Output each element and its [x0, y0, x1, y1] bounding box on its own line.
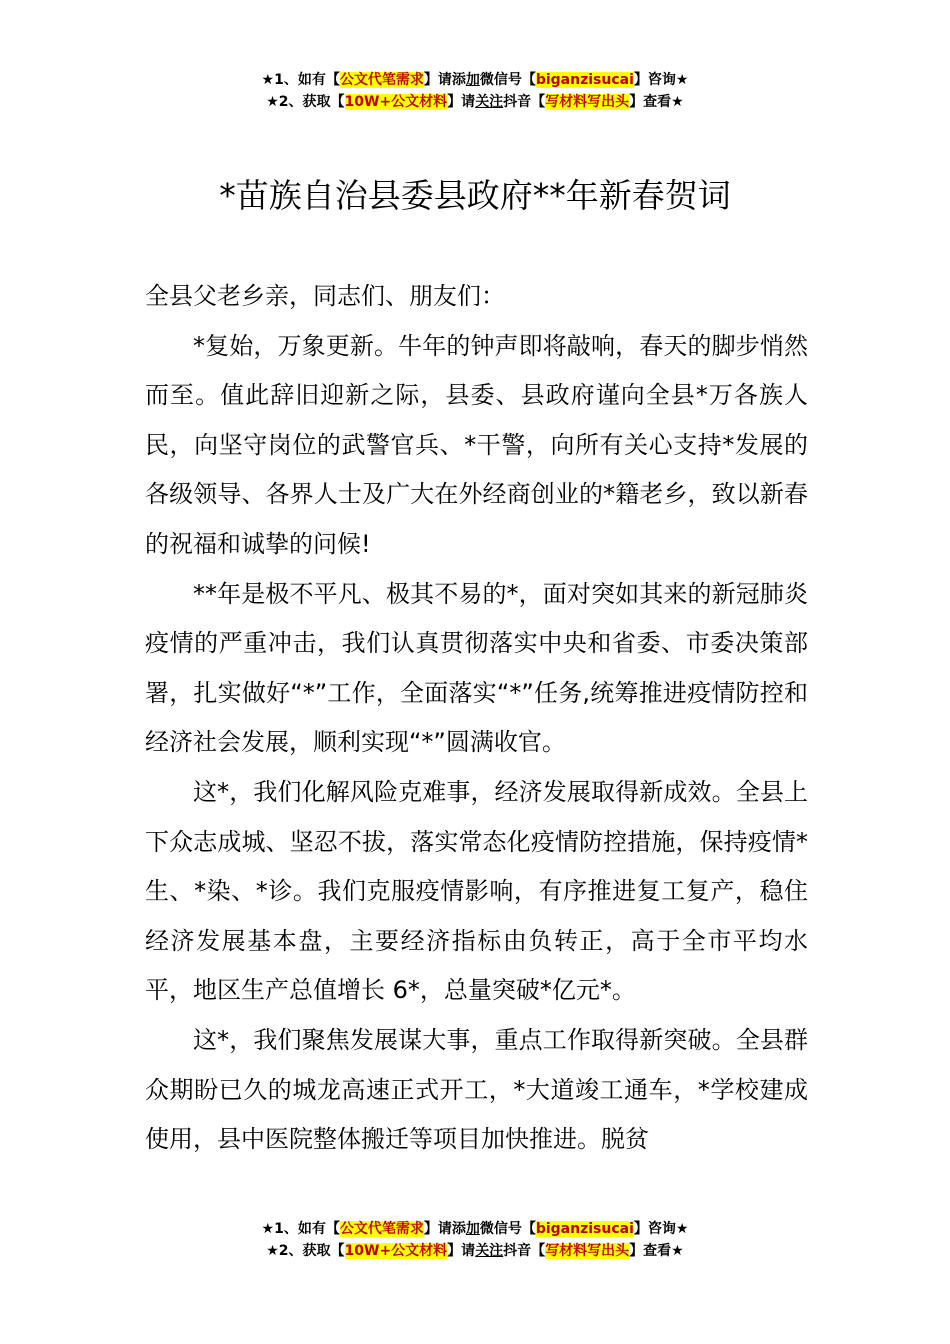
- banner-underline: 加: [465, 72, 480, 88]
- banner-underline: 关注: [475, 1243, 504, 1259]
- paragraph: 这*，我们化解风险克难事，经济发展取得新成效。全县上下众志成城、坚忍不拔，落实常态化疫情防控措施，保持疫情*生、*染、*诊。我们克服疫情影响，有序推进复工复产，稳住经济发展基本盘，主要经济指标由负转正，高于全市平均水平，地区生产总值增长 6*，总量突破*亿元*。: [145, 777, 808, 1005]
- banner-text: 】咨询★: [633, 1221, 689, 1237]
- banner-text: 】请添: [423, 1221, 466, 1237]
- document-body: [145, 272, 808, 1165]
- banner-text: 】查看★: [629, 94, 684, 110]
- header-banner: [0, 69, 950, 113]
- banner-text: 】请: [447, 94, 476, 110]
- banner-text: 】查看★: [629, 1243, 684, 1259]
- banner-text: ★2、获取【: [266, 1243, 345, 1259]
- banner-highlight: 10W+公文材料: [344, 1243, 448, 1259]
- paragraph: 这*，我们聚焦发展谋大事，重点工作取得新突破。全县群众期盼已久的城龙高速正式开工，*大道竣工通车，*学校建成使用，县中医院整体搬迁等项目加快推进。脱贫: [145, 1025, 808, 1154]
- paragraph: **年是极不平凡、极其不易的*，面对突如其来的新冠肺炎疫情的严重冲击，我们认真贯彻落实中央和省委、市委决策部署，扎实做好“*”工作，全面落实“*”任务,统筹推进疫情防控和经济社会发展，顺利实现“*”圆满收官。: [145, 579, 808, 757]
- banner-text: 抖音【: [503, 1243, 546, 1259]
- banner-highlight: biganzisucai: [535, 1221, 634, 1237]
- banner-text: ★1、如有【: [261, 72, 340, 88]
- banner-text: ★1、如有【: [261, 1221, 340, 1237]
- banner-text: 】请: [447, 1243, 476, 1259]
- banner-underline: 关注: [475, 94, 504, 110]
- banner-highlight: 公文代笔需求: [339, 1221, 424, 1237]
- salutation: 全县父老乡亲，同志们、朋友们：: [145, 282, 505, 310]
- banner-highlight: 写材料写出头: [545, 94, 630, 110]
- banner-text: 抖音【: [503, 94, 546, 110]
- banner-text: 微信号【: [479, 1221, 536, 1237]
- banner-underline: 加: [465, 1221, 480, 1237]
- banner-line-2: [0, 91, 950, 113]
- paragraph: *复始，万象更新。牛年的钟声即将敲响，春天的脚步悄然而至。值此辞旧迎新之际，县委、县政府谨向全县*万各族人民，向坚守岗位的武警官兵、*干警，向所有关心支持*发展的各级领导、各界人士及广大在外经商创业的*籍老乡，致以新春的祝福和诚挚的问候!: [145, 331, 808, 558]
- banner-text: 】请添: [423, 72, 466, 88]
- banner-text: 】咨询★: [633, 72, 689, 88]
- banner-text: 微信号【: [479, 72, 536, 88]
- banner-highlight: 写材料写出头: [545, 1243, 630, 1259]
- banner-text: ★2、获取【: [266, 94, 345, 110]
- banner-highlight: biganzisucai: [535, 72, 634, 88]
- banner-line-1: [0, 69, 950, 91]
- document-title: *苗族自治县委县政府**年新春贺词: [219, 176, 731, 215]
- footer-banner: [0, 1218, 950, 1262]
- banner-highlight: 10W+公文材料: [344, 94, 448, 110]
- banner-highlight: 公文代笔需求: [339, 72, 424, 88]
- banner-line-2: [0, 1240, 950, 1262]
- banner-line-1: [0, 1218, 950, 1240]
